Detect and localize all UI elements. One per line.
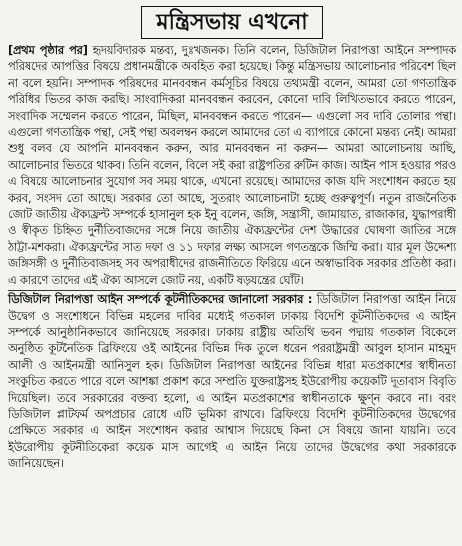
section-divider [8, 290, 456, 291]
paragraph-1-text: হৃদয়বিদারক মন্তব্য, দুঃখজনক। তিনি বলেন, ডিজিটাল নিরাপত্তা আইনে সম্পাদক পরিষদের আপত্তির বিষয়ে প্রধানমন্ত্রীকে অবহিত করা হয়েছে। কিন্তু মন্ত্রিসভায় আলোচনার পরিবেশ ছিল না বলে হয়নি। সম্পাদক পরিষদের মানববন্ধন কর্মসূচির বিষয়ে তথ্যমন্ত্রী বলেন, আমরা তো গণতান্ত্রিক পরিধির ভিতর কাজ করছি। সাংবাদিকরা মানববন্ধন করবেন, কোনো দাবি লিখিতভাবে করতে পারেন, সংবাদিক সম্মেলন করতে পারেন, মিছিল, মানববন্ধন করতে পারেন— এগুলো সব দাবি তোলার পন্থা। এগুলো গণতান্ত্রিক পন্থা, সেই পন্থা অবলম্বন করলে আমাদের তো এ ব্যাপারে কোনো মন্তব্য নেই। আমরা শুধু বলব যে আপনি মানববন্ধন করুন, আর মানববন্ধন না করুন— আমরা আলোচনায় আছি, আলোচনার ভিতরে থাকব। তিনি বলেন, বিলে সই করা রাষ্ট্রপতির রুটিন কাজ। আইন পাস হওয়ার পরও এ বিষয়ে আলোচনার সুযোগ সব সময় থাকে, এখনো রয়েছে। আমাদের কাজ যদি সংশোধন করতে হয় করব, সংসদ তো আছে। সরকার তো আছে, সুতরাং আলোচনাটা হচ্ছে গুরুত্বপূর্ণ। নতুন রাজনৈতিক জোট জাতীয় ঐক্যফ্রন্ট সম্পর্কে হাসানুল হক ইনু বলেন, জঙ্গি, সন্ত্রাসী, জামায়াত, রাজাকার, যুদ্ধাপরাধী ও স্বীকৃত চিহ্নিত দুর্নীতিবাজদের সঙ্গে নিয়ে জাতীয় ঐক্যফ্রন্টের দেশ উদ্ধারের ঘোষণা জাতির সঙ্গে ঠাট্টা-মশকরা। ঐক্যফ্রন্টের সাত দফা ও ১১ দফার লক্ষ্য আসলে গণতন্ত্রকে জিম্মি করা। যার মূল উদ্দেশ্য জঙ্গিসঙ্গী ও দুর্নীতিবাজসহ সব অপরাধীদের রাজনীতিতে ফিরিয়ে এনে অস্বাভাবিক সরকার প্রতিষ্ঠা করা। এ কারণে তাদের এই ঐক্য আসলে জোট নয়, একটি ষড়যন্ত্রের ঘোঁট। [8, 44, 456, 287]
headline: মন্ত্রিসভায় এখনো [141, 6, 322, 39]
subheading: ডিজিটাল নিরাপত্তা আইন সম্পর্কে কূটনীতিকদের জানালো সরকার : [8, 293, 313, 307]
paragraph-2-text: ডিজিটাল নিরাপত্তা আইন নিয়ে উদ্বেগ ও সংশোধনে বিভিন্ন মহলের দাবির মধ্যেই গতকাল ঢাকায় বিদেশি কূটনীতিকদের এ আইন সম্পর্কে আনুষ্ঠানিকভাবে জানিয়েছে সরকার। ঢাকায় রাষ্ট্রীয় অতিথি ভবন পদ্মায় গতকাল বিকেলে অনুষ্ঠিত কূটনৈতিক ব্রিফিংয়ে ওই আইনের বিভিন্ন দিক তুলে ধরেন পররাষ্ট্রমন্ত্রী আবুল হাসান মাহমুদ আলী ও আইনমন্ত্রী আনিসুল হক। ডিজিটাল নিরাপত্তা আইনের বিভিন্ন ধারা মতপ্রকাশের স্বাধীনতা সংকুচিত করতে পারে বলে আশঙ্কা প্রকাশ করে সম্প্রতি যুক্তরাষ্ট্রসহ ইউরোপীয় কয়েকটি দূতাবাস বিবৃতি দিয়েছিল। তবে সরকারের বক্তব্য হলো, এ আইন মতপ্রকাশের স্বাধীনতাকে ক্ষুণ্ন করবে না। বরং ডিজিটাল প্লাটফর্ম অপপ্রচার রোধে এটি ভূমিকা রাখবে। ব্রিফিংয়ে বিদেশি কূটনীতিকদের উদ্বেগের প্রেক্ষিতে সরকার এ আইন সংশোধন করার আশ্বাস দিয়েছে কিনা সে বিষয়ে জানা যায়নি। তবে ইউরোপীয় কূটনীতিকেরা কয়েক মাস আগেই এ আইন নিয়ে তাদের উদ্বেগের কথা সরকারকে জানিয়েছেন। [8, 293, 456, 471]
headline-container [8, 6, 456, 39]
article-body [8, 43, 456, 473]
continuation-marker: [প্রথম পৃষ্ঠার পর] [8, 44, 88, 57]
paragraph-2 [8, 292, 456, 472]
paragraph-1 [8, 43, 456, 289]
